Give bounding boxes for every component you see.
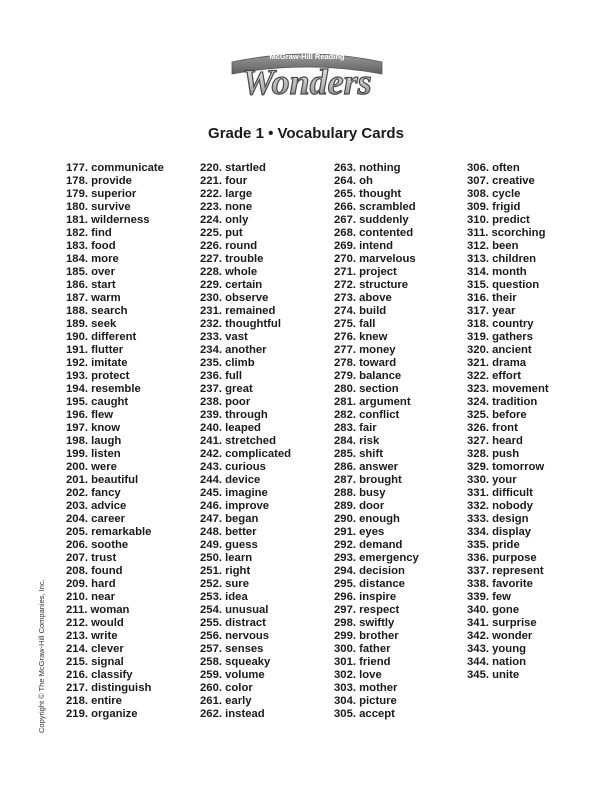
vocabulary-item: 222. large — [200, 188, 253, 200]
vocabulary-item: 254. unusual — [200, 604, 269, 616]
vocabulary-item: 241. stretched — [200, 435, 276, 447]
vocabulary-item: 215. signal — [66, 656, 124, 668]
vocabulary-item: 251. right — [200, 565, 251, 577]
vocabulary-item: 212. would — [66, 617, 124, 629]
vocabulary-item: 219. organize — [66, 708, 138, 720]
vocabulary-item: 343. young — [467, 643, 527, 655]
vocabulary-item: 317. year — [467, 305, 516, 317]
vocabulary-item: 329. tomorrow — [467, 461, 545, 473]
vocabulary-item: 240. leaped — [200, 422, 261, 434]
vocabulary-item: 310. predict — [467, 214, 530, 226]
wonders-logo-graphic — [226, 40, 388, 102]
vocabulary-item: 332. nobody — [467, 500, 533, 512]
vocabulary-item: 214. clever — [66, 643, 124, 655]
vocabulary-item: 177. communicate — [66, 162, 164, 174]
vocabulary-item: 334. display — [467, 526, 532, 538]
vocabulary-item: 203. advice — [66, 500, 127, 512]
vocabulary-item: 287. brought — [334, 474, 402, 486]
vocabulary-item: 196. flew — [66, 409, 114, 421]
vocabulary-item: 186. start — [66, 279, 116, 291]
vocabulary-item: 262. instead — [200, 708, 265, 720]
vocabulary-item: 326. front — [467, 422, 518, 434]
vocabulary-item: 267. suddenly — [334, 214, 409, 226]
vocabulary-item: 288. busy — [334, 487, 386, 499]
vocabulary-item: 264. oh — [334, 175, 373, 187]
vocabulary-item: 184. more — [66, 253, 119, 265]
vocabulary-item: 270. marvelous — [334, 253, 416, 265]
vocabulary-item: 199. listen — [66, 448, 121, 460]
vocabulary-item: 224. only — [200, 214, 249, 226]
vocabulary-item: 298. swiftly — [334, 617, 395, 629]
vocabulary-item: 210. near — [66, 591, 115, 603]
vocabulary-item: 229. certain — [200, 279, 263, 291]
vocabulary-item: 341. surprise — [467, 617, 537, 629]
vocabulary-item: 277. money — [334, 344, 396, 356]
vocabulary-item: 232. thoughtful — [200, 318, 281, 330]
vocabulary-item: 244. device — [200, 474, 261, 486]
vocabulary-item: 279. balance — [334, 370, 402, 382]
vocabulary-item: 246. improve — [200, 500, 270, 512]
vocabulary-item: 293. emergency — [334, 552, 419, 564]
vocabulary-item: 294. decision — [334, 565, 405, 577]
vocabulary-item: 342. wonder — [467, 630, 533, 642]
vocabulary-item: 296. inspire — [334, 591, 397, 603]
vocabulary-item: 191. flutter — [66, 344, 124, 356]
vocabulary-item: 220. startled — [200, 162, 266, 174]
vocabulary-item: 208. found — [66, 565, 123, 577]
vocabulary-item: 266. scrambled — [334, 201, 416, 213]
vocabulary-item: 301. friend — [334, 656, 391, 668]
vocabulary-item: 278. toward — [334, 357, 397, 369]
vocabulary-item: 238. poor — [200, 396, 251, 408]
vocabulary-item: 237. great — [200, 383, 253, 395]
vocabulary-item: 209. hard — [66, 578, 116, 590]
vocabulary-item: 339. few — [467, 591, 511, 603]
vocabulary-item: 318. country — [467, 318, 534, 330]
vocabulary-item: 306. often — [467, 162, 520, 174]
vocabulary-item: 216. classify — [66, 669, 133, 681]
vocabulary-item: 198. laugh — [66, 435, 122, 447]
vocabulary-item: 292. demand — [334, 539, 403, 551]
vocabulary-item: 197. know — [66, 422, 120, 434]
vocabulary-item: 231. remained — [200, 305, 276, 317]
vocabulary-item: 283. fair — [334, 422, 377, 434]
vocabulary-item: 202. fancy — [66, 487, 121, 499]
vocabulary-item: 273. above — [334, 292, 392, 304]
vocabulary-item: 188. search — [66, 305, 128, 317]
vocabulary-item: 337. represent — [467, 565, 544, 577]
vocabulary-item: 291. eyes — [334, 526, 385, 538]
vocabulary-item: 290. enough — [334, 513, 400, 525]
vocabulary-item: 297. respect — [334, 604, 400, 616]
vocabulary-item: 182. find — [66, 227, 112, 239]
vocabulary-item: 284. risk — [334, 435, 380, 447]
vocabulary-item: 183. food — [66, 240, 116, 252]
vocabulary-item: 204. career — [66, 513, 126, 525]
vocabulary-item: 311. scorching — [467, 227, 546, 239]
vocabulary-item: 336. purpose — [467, 552, 537, 564]
vocabulary-item: 206. soothe — [66, 539, 129, 551]
vocabulary-item: 249. guess — [200, 539, 258, 551]
vocabulary-item: 207. trust — [66, 552, 117, 564]
vocabulary-item: 239. through — [200, 409, 268, 421]
vocabulary-item: 265. thought — [334, 188, 402, 200]
vocabulary-item: 255. distract — [200, 617, 266, 629]
vocabulary-item: 225. put — [200, 227, 243, 239]
logo-brand-text: McGraw-Hill Reading — [269, 52, 345, 61]
vocabulary-item: 243. curious — [200, 461, 266, 473]
vocabulary-item: 344. nation — [467, 656, 527, 668]
vocabulary-item: 269. intend — [334, 240, 394, 252]
vocabulary-item: 322. effort — [467, 370, 521, 382]
vocabulary-item: 345. unite — [467, 669, 520, 681]
vocabulary-item: 261. early — [200, 695, 252, 707]
vocabulary-item: 316. their — [467, 292, 517, 304]
vocabulary-item: 289. door — [334, 500, 385, 512]
vocabulary-item: 302. love — [334, 669, 382, 681]
vocabulary-item: 330. your — [467, 474, 517, 486]
vocabulary-item: 314. month — [467, 266, 527, 278]
vocabulary-item: 299. brother — [334, 630, 399, 642]
vocabulary-item: 234. another — [200, 344, 267, 356]
vocabulary-item: 335. pride — [467, 539, 520, 551]
vocabulary-item: 328. push — [467, 448, 520, 460]
vocabulary-item: 242. complicated — [200, 448, 292, 460]
vocabulary-item: 256. nervous — [200, 630, 270, 642]
vocabulary-column-3 — [334, 162, 419, 721]
vocabulary-item: 315. question — [467, 279, 540, 291]
logo-wordmark-text: Wonders — [242, 62, 372, 102]
vocabulary-item: 180. survive — [66, 201, 131, 213]
vocabulary-item: 300. father — [334, 643, 391, 655]
vocabulary-item: 181. wilderness — [66, 214, 150, 226]
vocabulary-item: 189. seek — [66, 318, 117, 330]
vocabulary-item: 179. superior — [66, 188, 137, 200]
vocabulary-item: 321. drama — [467, 357, 527, 369]
vocabulary-item: 275. fall — [334, 318, 376, 330]
vocabulary-item: 305. accept — [334, 708, 395, 720]
vocabulary-item: 274. build — [334, 305, 387, 317]
vocabulary-item: 233. vast — [200, 331, 248, 343]
vocabulary-item: 250. learn — [200, 552, 253, 564]
vocabulary-item: 248. better — [200, 526, 257, 538]
vocabulary-item: 282. conflict — [334, 409, 400, 421]
vocabulary-item: 303. mother — [334, 682, 398, 694]
vocabulary-item: 195. caught — [66, 396, 129, 408]
vocabulary-item: 190. different — [66, 331, 137, 343]
wonders-logo — [226, 40, 388, 102]
vocabulary-column-1 — [66, 162, 164, 721]
vocabulary-item: 228. whole — [200, 266, 258, 278]
vocabulary-item: 235. climb — [200, 357, 255, 369]
vocabulary-item: 333. design — [467, 513, 529, 525]
vocabulary-item: 285. shift — [334, 448, 383, 460]
vocabulary-item: 205. remarkable — [66, 526, 152, 538]
vocabulary-item: 286. answer — [334, 461, 399, 473]
vocabulary-item: 313. children — [467, 253, 537, 265]
vocabulary-item: 323. movement — [467, 383, 549, 395]
vocabulary-item: 218. entire — [66, 695, 122, 707]
copyright-notice: Copyright © The McGraw-Hill Companies, Inc. — [37, 579, 46, 733]
vocabulary-item: 304. picture — [334, 695, 397, 707]
vocabulary-item: 325. before — [467, 409, 527, 421]
vocabulary-item: 280. section — [334, 383, 399, 395]
vocabulary-column-2 — [200, 162, 291, 721]
vocabulary-column-4 — [467, 162, 549, 682]
vocabulary-item: 192. imitate — [66, 357, 128, 369]
vocabulary-item: 268. contented — [334, 227, 414, 239]
vocabulary-item: 295. distance — [334, 578, 405, 590]
vocabulary-item: 227. trouble — [200, 253, 264, 265]
vocabulary-item: 307. creative — [467, 175, 535, 187]
vocabulary-item: 247. began — [200, 513, 259, 525]
vocabulary-item: 331. difficult — [467, 487, 533, 499]
vocabulary-item: 309. frigid — [467, 201, 521, 213]
vocabulary-item: 257. senses — [200, 643, 264, 655]
vocabulary-item: 319. gathers — [467, 331, 533, 343]
vocabulary-item: 201. beautiful — [66, 474, 139, 486]
vocabulary-item: 226. round — [200, 240, 258, 252]
vocabulary-item: 308. cycle — [467, 188, 521, 200]
vocabulary-item: 245. imagine — [200, 487, 268, 499]
vocabulary-item: 253. idea — [200, 591, 248, 603]
vocabulary-item: 194. resemble — [66, 383, 141, 395]
vocabulary-item: 272. structure — [334, 279, 409, 291]
vocabulary-item: 312. been — [467, 240, 519, 252]
vocabulary-item: 260. color — [200, 682, 253, 694]
vocabulary-item: 213. write — [66, 630, 118, 642]
vocabulary-item: 271. project — [334, 266, 397, 278]
vocabulary-item: 338. favorite — [467, 578, 533, 590]
page-title: Grade 1 • Vocabulary Cards — [208, 125, 404, 142]
vocabulary-item: 252. sure — [200, 578, 249, 590]
vocabulary-item: 327. heard — [467, 435, 523, 447]
vocabulary-item: 230. observe — [200, 292, 269, 304]
vocabulary-item: 223. none — [200, 201, 253, 213]
vocabulary-item: 236. full — [200, 370, 243, 382]
vocabulary-item: 324. tradition — [467, 396, 538, 408]
vocabulary-item: 259. volume — [200, 669, 265, 681]
vocabulary-item: 281. argument — [334, 396, 411, 408]
vocabulary-item: 221. four — [200, 175, 248, 187]
vocabulary-item: 200. were — [66, 461, 117, 473]
vocabulary-item: 340. gone — [467, 604, 520, 616]
vocabulary-item: 211. woman — [66, 604, 130, 616]
vocabulary-item: 217. distinguish — [66, 682, 152, 694]
vocabulary-item: 258. squeaky — [200, 656, 271, 668]
vocabulary-item: 193. protect — [66, 370, 130, 382]
vocabulary-item: 263. nothing — [334, 162, 401, 174]
vocabulary-item: 185. over — [66, 266, 115, 278]
vocabulary-item: 320. ancient — [467, 344, 532, 356]
vocabulary-item: 187. warm — [66, 292, 121, 304]
vocabulary-item: 276. knew — [334, 331, 388, 343]
vocabulary-item: 178. provide — [66, 175, 132, 187]
